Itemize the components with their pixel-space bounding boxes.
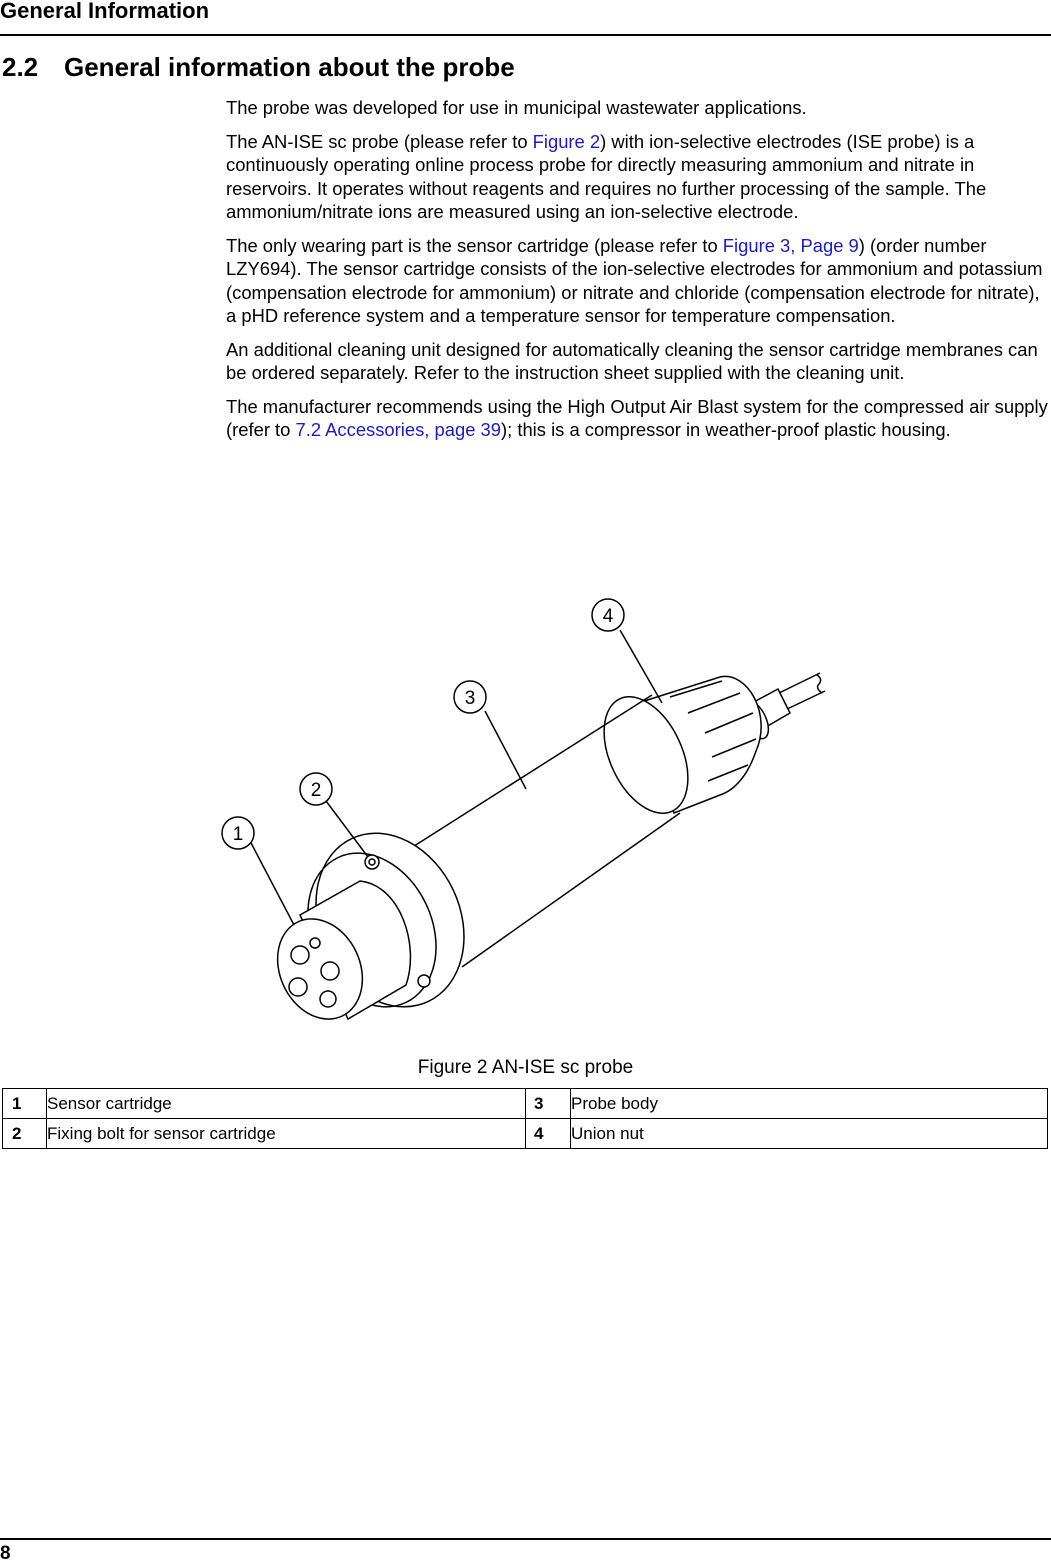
svg-text:4: 4 (602, 606, 614, 627)
section-heading: General information about the probe (64, 52, 515, 82)
legend-number: 1 (3, 1089, 47, 1119)
callout-3 (454, 681, 486, 713)
leader-line-1 (250, 841, 294, 925)
legend-number: 2 (3, 1119, 47, 1149)
header-title: General Information (0, 0, 210, 23)
probe-illustration (200, 585, 850, 1045)
svg-text:3: 3 (464, 688, 476, 709)
legend-row (3, 1119, 1048, 1149)
cable-bottom (783, 691, 825, 711)
section-number: 2.2 (2, 52, 39, 82)
legend-label: Sensor cartridge (47, 1089, 526, 1119)
figure-caption: Figure 2 AN-ISE sc probe (417, 1057, 634, 1078)
legend-label: Probe body (571, 1089, 1048, 1119)
paragraph-3-end: ) (order number LZY694). The sensor cartridge consists of the ion-selective electrodes for ammonium and potassium (compensation electrode for ammonium) or nitrate and chloride (compensation electrode for nitrate), a pHD reference system and a temperature sensor for temperature compensation. (226, 234, 1043, 326)
body-text (226, 96, 1050, 452)
page-number: 8 (0, 1543, 11, 1564)
paragraph-2-end: ) with ion-selective electrodes (ISE probe) is a continuously operating online process probe for directly measuring ammonium and nitrate in reservoirs. It operates without reagents and requires no further processing of the sample. The ammonium/nitrate ions are measured using an ion-selective electrode. (226, 130, 987, 222)
legend-number: 4 (526, 1119, 571, 1149)
running-header (0, 0, 1051, 36)
fixing-bolt (365, 855, 379, 869)
body-top-edge (400, 695, 652, 855)
page-footer (0, 1538, 1051, 1564)
paragraph-2 (226, 130, 1050, 224)
probe-figure (200, 585, 850, 1045)
leader-line-3 (485, 711, 526, 789)
svg-text:2: 2 (310, 780, 322, 801)
accessories-link[interactable]: 7.2 Accessories, page 39 (295, 419, 501, 440)
legend-number: 3 (526, 1089, 571, 1119)
body-bottom-edge (462, 813, 680, 967)
legend-label: Union nut (571, 1119, 1048, 1149)
figure-2-link[interactable]: Figure 2 (532, 130, 601, 152)
paragraph-2-start: The AN-ISE sc probe (please refer to (226, 130, 533, 152)
callout-2 (300, 773, 332, 805)
paragraph-5-start: The manufacturer recommends using the High Output Air Blast system for the compressed air supply (refer to (226, 395, 1048, 440)
paragraph-3-start: The only wearing part is the sensor cartridge (please refer to (226, 234, 723, 256)
paragraph-1: The probe was developed for use in municipal wastewater applications. (226, 97, 807, 118)
svg-text:1: 1 (232, 824, 244, 845)
cable-top (775, 673, 820, 695)
callout-4 (592, 599, 624, 631)
paragraph-4: An additional cleaning unit designed for automatically cleaning the sensor cartridge membranes can be ordered separately. Refer to the instruction sheet supplied with the cleaning unit. (226, 338, 1038, 383)
paragraph-5 (226, 395, 1050, 442)
cable-break (817, 675, 822, 693)
callout-1 (222, 817, 254, 849)
paragraph-5-end: ); this is a compressor in weather-proof plastic housing. (501, 419, 951, 440)
flange-screw (418, 975, 430, 987)
legend-label: Fixing bolt for sensor cartridge (47, 1119, 526, 1149)
leader-line-4 (620, 630, 662, 703)
figure-3-link[interactable]: Figure 3, Page 9 (722, 234, 859, 256)
figure-legend (2, 1088, 1048, 1149)
legend-row (3, 1089, 1048, 1119)
paragraph-3 (226, 234, 1050, 328)
section-title (2, 52, 515, 83)
